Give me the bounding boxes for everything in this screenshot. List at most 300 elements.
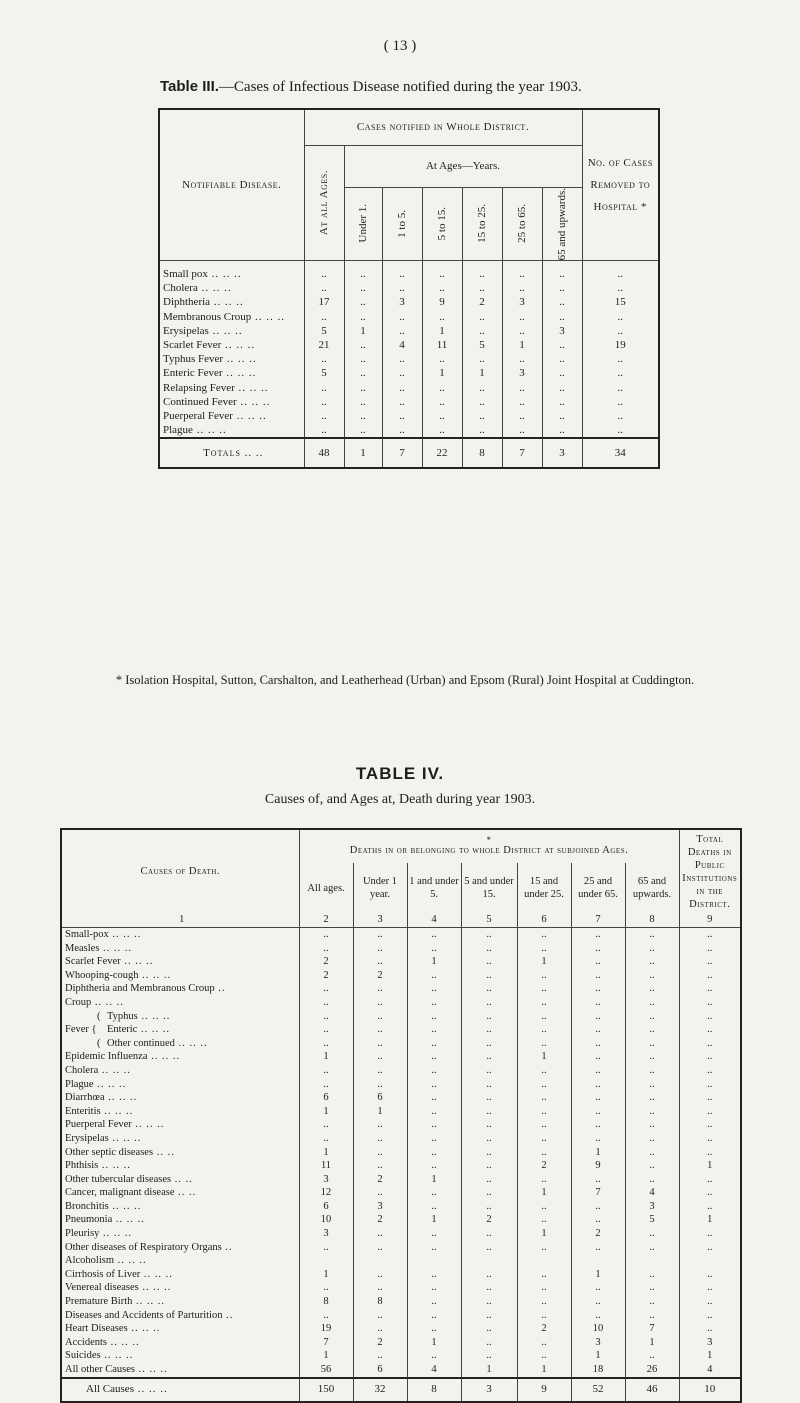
t4-cause-label: Venereal diseases [65, 1282, 139, 1294]
t4-cell: 18 [571, 1363, 625, 1378]
t4-cell: .. [517, 996, 571, 1010]
t4-col-number: 2 [299, 913, 353, 928]
t4-cause-label: Measles [65, 942, 100, 954]
t3-cell: .. [382, 395, 422, 409]
t3-cell: .. [542, 381, 582, 395]
t3-cell: 3 [542, 324, 582, 338]
t4-cell: .. [353, 1159, 407, 1173]
t3-total-cell: 8 [462, 438, 502, 468]
t3-cell: 3 [502, 295, 542, 309]
t4-cell: .. [407, 1281, 461, 1295]
t3-cell: .. [542, 338, 582, 352]
table4-title: TABLE IV. [355, 764, 445, 783]
t4-cell: .. [625, 1078, 679, 1092]
t4-cell: .. [353, 1146, 407, 1160]
t4-cause-name [61, 1322, 299, 1336]
t3-disease-name [159, 409, 304, 423]
t4-cell: 2 [517, 1322, 571, 1336]
t4-cell: .. [407, 1309, 461, 1323]
t4-cell: .. [407, 1064, 461, 1078]
t4-cell [625, 1254, 679, 1268]
t4-col-cause: Causes of Death. [61, 829, 299, 913]
leader-dots: .. .. .. [91, 996, 124, 1008]
t3-cell: .. [422, 423, 462, 438]
t4-cell: .. [353, 1037, 407, 1051]
t4-cell: 8 [299, 1295, 353, 1309]
t4-cell: .. [625, 1132, 679, 1146]
t4-cause-label: All other Causes [65, 1364, 135, 1375]
t4-cell: .. [517, 1309, 571, 1323]
t4-cell: 6 [353, 1363, 407, 1378]
t4-cause-label: Alcoholism [65, 1255, 114, 1267]
t3-cell: .. [304, 423, 344, 438]
t4-cell [407, 1254, 461, 1268]
t4-cell: 2 [353, 969, 407, 983]
t3-cell: 15 [582, 295, 659, 309]
t4-cell: .. [299, 1078, 353, 1092]
t4-cell: .. [299, 1037, 353, 1051]
t3-cell: 21 [304, 338, 344, 352]
t4-cause-label: Scarlet Fever [65, 956, 121, 968]
t4-row-cirrhosis-of-liver [61, 1268, 741, 1282]
t4-cause-label: Typhus [107, 1010, 138, 1022]
t4-cell: .. [517, 1349, 571, 1363]
t4-cell: 2 [571, 1227, 625, 1241]
t4-cell: .. [461, 1349, 517, 1363]
t4-cell: .. [353, 1010, 407, 1024]
t4-total-cell: 46 [625, 1378, 679, 1402]
t4-cell: .. [625, 928, 679, 942]
t4-cell: .. [461, 1078, 517, 1092]
t3-cell: .. [344, 352, 382, 366]
t4-cell: 1 [679, 1213, 741, 1227]
t4-cell: 1 [571, 1349, 625, 1363]
t4-cell: 2 [461, 1213, 517, 1227]
t4-col-number: 3 [353, 913, 407, 928]
t4-totals-row [61, 1378, 741, 1402]
t4-age-col-4: 15 and under 25. [517, 863, 571, 913]
t4-cell: .. [461, 1010, 517, 1024]
t4-cause-name [61, 1254, 299, 1268]
t4-cell: .. [625, 1268, 679, 1282]
t4-cell: .. [625, 982, 679, 996]
t4-cell [299, 1254, 353, 1268]
t4-cell: .. [353, 928, 407, 942]
t4-cell: .. [299, 1118, 353, 1132]
t4-cell: .. [299, 996, 353, 1010]
t4-col-number: 1 [61, 913, 299, 928]
t3-cell: .. [304, 409, 344, 423]
t4-cell: .. [461, 955, 517, 969]
leader-dots: .. .. .. [135, 1364, 168, 1375]
t4-cause-name [61, 1010, 299, 1024]
t4-cell: 1 [407, 1173, 461, 1187]
t4-cell: .. [517, 1213, 571, 1227]
t4-cell: .. [461, 1186, 517, 1200]
t4-cell: 4 [625, 1186, 679, 1200]
t3-cell: .. [462, 409, 502, 423]
t4-cell: .. [407, 1322, 461, 1336]
t4-cause-label: Bronchitis [65, 1200, 109, 1212]
t4-cell: 2 [353, 1213, 407, 1227]
t4-cause-label: Cholera [65, 1064, 99, 1076]
leader-dots: .. .. .. [192, 424, 227, 437]
t4-row-suicides [61, 1349, 741, 1363]
t4-cell: 6 [299, 1091, 353, 1105]
t4-cell: 1 [679, 1349, 741, 1363]
table3 [158, 108, 660, 469]
t4-cell: .. [571, 928, 625, 942]
t4-cell: .. [625, 1241, 679, 1255]
leader-dots: .. [222, 1309, 234, 1321]
t3-cell: .. [422, 381, 462, 395]
t4-row-bronchitis [61, 1200, 741, 1214]
t4-cell [571, 1254, 625, 1268]
t3-cell: 11 [422, 338, 462, 352]
t4-cell: .. [407, 982, 461, 996]
t4-cell: 11 [299, 1159, 353, 1173]
leader-dots: .. .. .. [100, 1350, 134, 1362]
t4-cell: .. [407, 1037, 461, 1051]
t3-cell: .. [462, 324, 502, 338]
leader-dots: .. .. .. [100, 1105, 134, 1117]
leader-dots: .. .. .. [138, 969, 172, 981]
t3-cell: .. [502, 423, 542, 438]
t4-cause-name [61, 1241, 299, 1255]
t4-cause-name [61, 1105, 299, 1119]
t4-row-cancer-malignant-disease [61, 1186, 741, 1200]
t4-cell: .. [679, 1146, 741, 1160]
t4-cause-label: Pleurisy [65, 1228, 100, 1240]
t4-cell: .. [625, 1281, 679, 1295]
t4-cell: .. [353, 1132, 407, 1146]
t4-cell: 9 [571, 1159, 625, 1173]
t4-cell: .. [517, 969, 571, 983]
leader-dots: .. .. .. [138, 1282, 172, 1294]
leader-dots: .. .. .. [99, 1228, 133, 1240]
t4-cause-label: Whooping-cough [65, 969, 139, 981]
t4-cause-label: Erysipelas [65, 1132, 109, 1144]
t4-cell [679, 1254, 741, 1268]
t4-cell: .. [407, 942, 461, 956]
t3-cell: .. [582, 409, 659, 423]
t4-cell: 3 [353, 1200, 407, 1214]
t4-cell: 1 [625, 1336, 679, 1350]
t4-cell: .. [679, 1295, 741, 1309]
t4-row-puerperal-fever [61, 1118, 741, 1132]
t4-group-text: Deaths in or belonging to whole District at subjoined Ages. [349, 845, 629, 856]
t4-cell: .. [407, 928, 461, 942]
t4-row-other-tubercular-diseases [61, 1173, 741, 1187]
t4-cell: .. [625, 1064, 679, 1078]
t4-cause-name [61, 942, 299, 956]
t4-cell: 2 [353, 1173, 407, 1187]
t4-cell: .. [299, 942, 353, 956]
t3-disease-label: Cholera [163, 282, 198, 295]
t4-cell: .. [407, 1010, 461, 1024]
t4-cell: .. [353, 982, 407, 996]
t4-totals-label-cell [61, 1378, 299, 1402]
t4-row-phthisis [61, 1159, 741, 1173]
t3-age-col-0 [344, 187, 382, 260]
t4-age-col-2: 1 and under 5. [407, 863, 461, 913]
t4-cell: .. [625, 1118, 679, 1132]
t4-cell: .. [461, 1200, 517, 1214]
t4-cell [353, 1254, 407, 1268]
t4-cell: .. [679, 996, 741, 1010]
t4-cell: .. [517, 1146, 571, 1160]
t3-cell: .. [542, 260, 582, 281]
t3-cell: 1 [502, 338, 542, 352]
t4-cell: .. [679, 1091, 741, 1105]
t4-cell: 7 [625, 1322, 679, 1336]
t3-age-label: 15 to 25. [476, 204, 488, 244]
t4-cause-label: Diphtheria and Membranous Croup [65, 983, 215, 995]
t3-col-all-ages [304, 145, 344, 260]
t4-cause-name [61, 1146, 299, 1160]
t3-disease-name [159, 366, 304, 380]
t4-cell: .. [407, 969, 461, 983]
leader-dots: .. .. .. [99, 942, 133, 954]
t4-cause-name [61, 1064, 299, 1078]
t3-cell: .. [502, 352, 542, 366]
t4-cell: .. [571, 969, 625, 983]
t4-total-cell: 52 [571, 1378, 625, 1402]
leader-dots: .. [214, 983, 226, 995]
t3-cell: .. [382, 352, 422, 366]
t4-row-accidents [61, 1336, 741, 1350]
t4-cause-name [61, 1023, 299, 1037]
t4-row-pleurisy [61, 1227, 741, 1241]
t3-cell: .. [462, 395, 502, 409]
t4-cell: .. [679, 1309, 741, 1323]
t3-row-cholera [159, 281, 659, 295]
t4-total-cell: 3 [461, 1378, 517, 1402]
t3-all-ages-label: At all Ages. [318, 170, 330, 236]
t4-cell: .. [461, 1309, 517, 1323]
t4-cell: 10 [571, 1322, 625, 1336]
t4-cause-label: Suicides [65, 1350, 101, 1362]
t4-cell: 1 [517, 1363, 571, 1378]
t4-cell: .. [625, 1309, 679, 1323]
t4-cell: .. [407, 1078, 461, 1092]
t3-cell: .. [502, 395, 542, 409]
leader-dots: .. .. .. [127, 1323, 161, 1335]
t4-cell: 6 [299, 1200, 353, 1214]
t3-cell: .. [304, 310, 344, 324]
t3-row-membranous-croup [159, 310, 659, 324]
t4-row-cholera [61, 1064, 741, 1078]
t4-cell: .. [571, 942, 625, 956]
t3-disease-label: Membranous Croup [163, 310, 252, 323]
t3-total-cell: 7 [382, 438, 422, 468]
t3-cell: .. [382, 423, 422, 438]
t4-cell: .. [625, 996, 679, 1010]
t4-cell: .. [299, 1132, 353, 1146]
t3-disease-label: Typhus Fever [163, 353, 224, 366]
t3-cell: .. [582, 352, 659, 366]
leader-dots: .. .. .. [232, 409, 267, 422]
t4-cause-label: Other tubercular diseases [65, 1173, 172, 1185]
t4-cell: 3 [299, 1173, 353, 1187]
t3-cell: .. [582, 366, 659, 380]
t3-cell: .. [502, 381, 542, 395]
leader-dots: .. .. [171, 1173, 193, 1185]
t4-cell: .. [571, 1118, 625, 1132]
t4-cell: .. [571, 1105, 625, 1119]
page-number: ( 13 ) [383, 38, 417, 54]
t4-cell: .. [461, 1295, 517, 1309]
t4-col-number: 7 [571, 913, 625, 928]
t3-cell: .. [422, 395, 462, 409]
t4-cell: .. [679, 1227, 741, 1241]
t3-cell: 5 [462, 338, 502, 352]
t4-cause-label: Epidemic Influenza [65, 1051, 148, 1063]
t4-cell: .. [571, 955, 625, 969]
t4-cell: .. [679, 1050, 741, 1064]
t3-cell: 1 [422, 324, 462, 338]
t3-cell: .. [422, 310, 462, 324]
leader-dots: .. .. .. [98, 1064, 131, 1076]
t4-cell: .. [679, 1064, 741, 1078]
t4-cause-label: Other continued [107, 1037, 175, 1049]
t4-cell: .. [461, 969, 517, 983]
table3-footnote: * Isolation Hospital, Sutton, Carshalton, and Leatherhead (Urban) and Epsom (Rural) Joint Hospital at Cuddington. [115, 673, 695, 687]
t4-cell: .. [625, 1010, 679, 1024]
t3-cell: .. [582, 260, 659, 281]
t4-cause-label: Diarrhœa [65, 1092, 105, 1104]
t4-row-epidemic-influenza [61, 1050, 741, 1064]
t4-cell: .. [407, 1023, 461, 1037]
t4-cause-name [61, 1037, 299, 1051]
t3-cell: .. [462, 352, 502, 366]
t4-cause-label: Phthisis [65, 1160, 99, 1172]
t4-cell: .. [353, 1118, 407, 1132]
t4-cell: .. [625, 1349, 679, 1363]
leader-dots: .. .. .. [251, 310, 286, 323]
t3-disease-label: Diphtheria [163, 296, 211, 309]
t4-row-enteritis [61, 1105, 741, 1119]
t4-cause-label: Other diseases of Respiratory Organs [65, 1241, 222, 1253]
t4-cell: .. [461, 1227, 517, 1241]
t4-cell: .. [679, 1200, 741, 1214]
t3-cell: .. [542, 423, 582, 438]
t4-cause-label: Plague [65, 1078, 94, 1090]
t4-cell: .. [299, 1281, 353, 1295]
t4-cell: .. [679, 1186, 741, 1200]
t4-col-total: Total Deaths in Public Institutions in the District. [679, 829, 741, 913]
t4-cell: .. [407, 1118, 461, 1132]
t4-cell: .. [679, 1010, 741, 1024]
t4-cause-name [61, 1091, 299, 1105]
t3-cell: .. [382, 310, 422, 324]
t4-cell: .. [679, 1281, 741, 1295]
t3-row-continued-fever [159, 395, 659, 409]
leader-dots: .. .. .. [223, 353, 257, 366]
t3-cell: .. [344, 409, 382, 423]
t4-cell: .. [407, 1091, 461, 1105]
brace-glyph: { [88, 1024, 97, 1036]
t4-cell: .. [571, 1173, 625, 1187]
t4-row-measles [61, 942, 741, 956]
t4-cell: .. [461, 1241, 517, 1255]
t4-cell: .. [517, 1091, 571, 1105]
t3-totals-row [159, 438, 659, 468]
t4-cause-name [61, 955, 299, 969]
t4-cause-label: Small-pox [65, 929, 109, 940]
t4-row-premature-birth [61, 1295, 741, 1309]
t4-cell: .. [679, 1037, 741, 1051]
leader-dots: .. .. .. [137, 1010, 171, 1022]
t4-cell: 8 [353, 1295, 407, 1309]
t4-cell: 1 [299, 1146, 353, 1160]
t4-cell: 3 [625, 1200, 679, 1214]
brace-glyph: ( [97, 1010, 101, 1022]
t3-cell: .. [422, 281, 462, 295]
t4-cell: .. [571, 1281, 625, 1295]
t3-cell: .. [422, 352, 462, 366]
leader-dots: .. .. .. [174, 1037, 208, 1049]
t3-totals-label-cell [159, 438, 304, 468]
t3-disease-name [159, 381, 304, 395]
leader-dots: .. .. .. [222, 367, 257, 380]
t4-cell: .. [353, 1050, 407, 1064]
t4-cell: .. [625, 1159, 679, 1173]
t4-cell: 1 [299, 1050, 353, 1064]
t4-cause-label: Enteritis [65, 1105, 101, 1117]
t3-age-label: Under 1. [357, 204, 369, 243]
t4-cell: .. [299, 982, 353, 996]
t4-cell: .. [461, 1132, 517, 1146]
t4-cause-label: Pneumonia [65, 1214, 113, 1226]
t4-row-small-pox [61, 928, 741, 942]
t3-disease-name [159, 338, 304, 352]
t3-cell: .. [422, 409, 462, 423]
t4-cell: .. [625, 1050, 679, 1064]
t4-cause-label: Diseases and Accidents of Parturition [65, 1309, 223, 1321]
t3-cell: .. [304, 260, 344, 281]
t4-cell: .. [461, 1322, 517, 1336]
t4-cell: .. [299, 928, 353, 942]
t4-cell: .. [679, 1132, 741, 1146]
t4-cell: .. [571, 1050, 625, 1064]
table3-caption [160, 78, 582, 96]
t4-row-typhus [61, 1010, 741, 1024]
t4-cell: 1 [407, 955, 461, 969]
t4-cell: .. [625, 1146, 679, 1160]
t4-cause-name [61, 1213, 299, 1227]
leader-dots: .. .. .. [197, 282, 232, 295]
t4-cell: .. [461, 1064, 517, 1078]
t4-cell: .. [407, 996, 461, 1010]
t3-cell: .. [344, 338, 382, 352]
table3-label: Table III. [160, 78, 219, 95]
t4-cell: .. [461, 1146, 517, 1160]
t3-row-diphtheria [159, 295, 659, 309]
t4-cell: 2 [353, 1336, 407, 1350]
t4-cell: .. [299, 1241, 353, 1255]
table4 [60, 828, 742, 1403]
t4-cell: .. [517, 1295, 571, 1309]
t4-cell: .. [625, 1023, 679, 1037]
t3-row-plague [159, 423, 659, 438]
t4-cause-name [61, 1118, 299, 1132]
t3-cell: .. [382, 260, 422, 281]
t4-cell: 3 [679, 1336, 741, 1350]
t4-row-enteric [61, 1023, 741, 1037]
t4-cell: .. [679, 1268, 741, 1282]
t4-cell: .. [461, 1268, 517, 1282]
